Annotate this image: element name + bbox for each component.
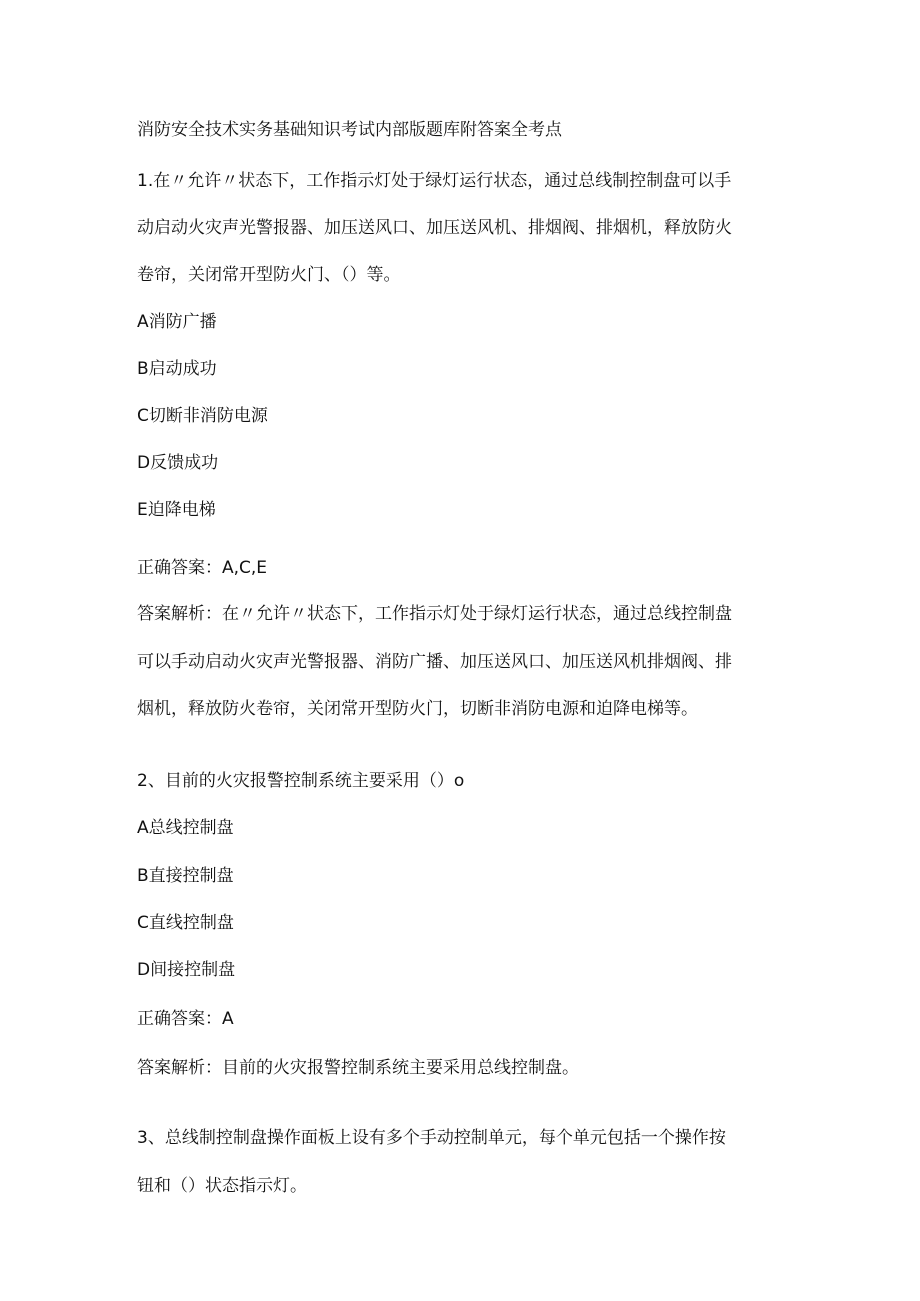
- question-2-option-d: D间接控制盘: [137, 960, 236, 980]
- question-2-stem-line-1: 2、目前的火灾报警控制系统主要采用（）o: [137, 771, 465, 791]
- question-2-option-c: C直线控制盘: [137, 913, 234, 933]
- question-1-option-c: C切断非消防电源: [137, 406, 268, 426]
- question-3-stem-line-1: 3、总线制控制盘操作面板上设有多个手动控制单元，每个单元包括一个操作按: [137, 1128, 726, 1148]
- question-1-option-b: B启动成功: [137, 359, 217, 379]
- question-1-stem-line-2: 动启动火灾声光警报器、加压送风口、加压送风机、排烟阀、排烟机，释放防火: [137, 218, 732, 238]
- question-1-explanation-line-3: 烟机，释放防火卷帘，关闭常开型防火门，切断非消防电源和迫降电梯等。: [137, 699, 698, 719]
- question-1-explanation-line-2: 可以手动启动火灾声光警报器、消防广播、加压送风口、加压送风机排烟阀、排: [137, 652, 732, 672]
- question-2-option-b: B直接控制盘: [137, 866, 234, 886]
- question-1-option-a: A消防广播: [137, 312, 217, 332]
- question-2-answer: 正确答案：A: [137, 1009, 234, 1029]
- question-1-stem-line-1: 1.在〃允许〃状态下，工作指示灯处于绿灯运行状态，通过总线制控制盘可以手: [137, 171, 732, 191]
- question-1-option-d: D反馈成功: [137, 453, 219, 473]
- question-1-answer: 正确答案：A,C,E: [137, 558, 268, 578]
- question-1-explanation-line-1: 答案解析：在〃允许〃状态下，工作指示灯处于绿灯运行状态，通过总线控制盘: [137, 604, 732, 624]
- document-title: 消防安全技术实务基础知识考试内部版题库附答案全考点: [137, 120, 562, 140]
- question-2-explanation-line-1: 答案解析：目前的火灾报警控制系统主要采用总线控制盘。: [137, 1058, 579, 1078]
- question-2-option-a: A总线控制盘: [137, 818, 234, 838]
- question-3-stem-line-2: 钮和（）状态指示灯。: [137, 1176, 307, 1196]
- question-1-option-e: E迫降电梯: [137, 500, 216, 520]
- question-1-stem-line-3: 卷帘，关闭常开型防火门、（）等。: [137, 265, 401, 285]
